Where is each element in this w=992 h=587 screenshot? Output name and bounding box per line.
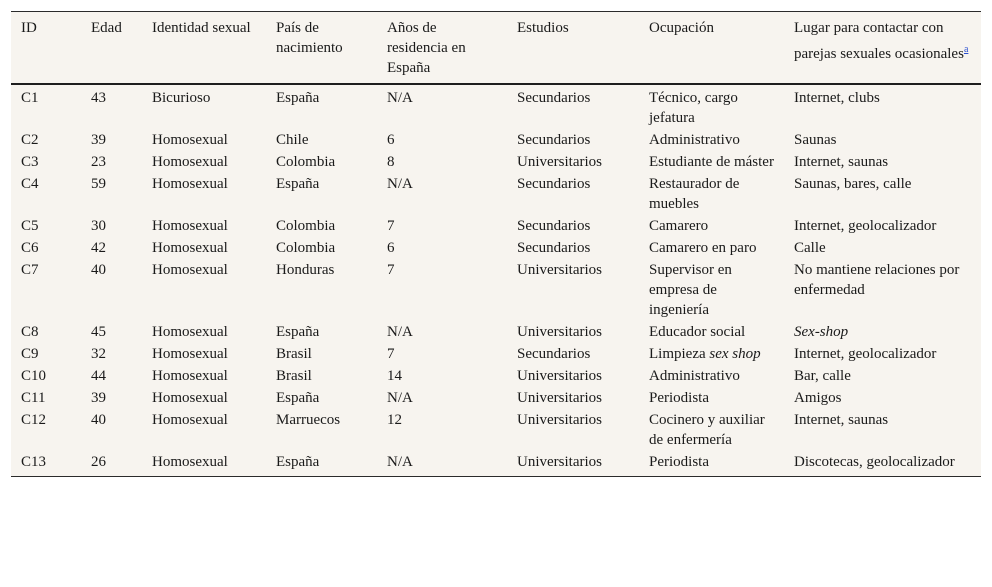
table-row — [11, 130, 981, 152]
cell-country-text: Marruecos — [276, 412, 341, 428]
cell-id — [11, 322, 81, 344]
cell-years-text: N/A — [387, 324, 413, 340]
header-age: Edad — [91, 20, 122, 36]
cell-identity-text: Homosexual — [152, 390, 228, 406]
cell-years — [377, 174, 507, 216]
cell-id-text: C8 — [21, 324, 39, 340]
cell-age-text: 39 — [91, 390, 106, 406]
cell-studies — [507, 452, 639, 477]
cell-occupation-text: Camarero en paro — [649, 240, 757, 256]
cell-years — [377, 152, 507, 174]
cell-occupation — [639, 216, 784, 238]
cell-id — [11, 366, 81, 388]
cell-occupation-text: Periodista — [649, 390, 709, 406]
footnote-marker — [964, 41, 968, 55]
cell-identity-text: Homosexual — [152, 218, 228, 234]
header-years: Años de residencia en España — [387, 20, 466, 76]
cell-place-text: Amigos — [794, 390, 842, 406]
cell-country — [266, 388, 377, 410]
cell-identity-text: Homosexual — [152, 368, 228, 384]
cell-identity — [142, 366, 266, 388]
cell-studies-text: Universitarios — [517, 324, 602, 340]
cell-studies — [507, 410, 639, 452]
cell-place — [784, 452, 981, 477]
cell-age — [81, 238, 142, 260]
cell-id-text: C3 — [21, 154, 39, 170]
cell-place — [784, 174, 981, 216]
cell-identity-text: Homosexual — [152, 176, 228, 192]
cell-age — [81, 366, 142, 388]
cell-place — [784, 216, 981, 238]
cell-occupation — [639, 238, 784, 260]
cell-id-text: C7 — [21, 262, 39, 278]
cell-age — [81, 388, 142, 410]
cell-country — [266, 130, 377, 152]
cell-studies — [507, 216, 639, 238]
cell-identity — [142, 216, 266, 238]
table-row — [11, 152, 981, 174]
cell-id — [11, 84, 81, 130]
cell-id-text: C10 — [21, 368, 47, 384]
cell-studies-text: Secundarios — [517, 218, 591, 234]
cell-studies-text: Universitarios — [517, 154, 602, 170]
header-row — [11, 12, 981, 85]
cell-place — [784, 84, 981, 130]
cell-years-text: N/A — [387, 176, 413, 192]
cell-age — [81, 84, 142, 130]
cell-id-text: C13 — [21, 454, 47, 470]
cell-place-text: Internet, saunas — [794, 154, 889, 170]
cell-years-text: 8 — [387, 154, 395, 170]
cell-occupation — [639, 130, 784, 152]
cell-country — [266, 410, 377, 452]
cell-place-text: Internet, saunas — [794, 412, 889, 428]
cell-country-text: España — [276, 454, 320, 470]
cell-occupation — [639, 322, 784, 344]
cell-id-text: C11 — [21, 390, 46, 406]
cell-country-text: Honduras — [276, 262, 335, 278]
cell-country — [266, 152, 377, 174]
cell-occupation — [639, 452, 784, 477]
cell-country-text: España — [276, 176, 320, 192]
cell-country — [266, 452, 377, 477]
cell-country-text: Colombia — [276, 154, 336, 170]
table-row — [11, 174, 981, 216]
cell-occupation-text: Periodista — [649, 454, 709, 470]
table-row — [11, 410, 981, 452]
cell-studies — [507, 344, 639, 366]
cell-studies — [507, 174, 639, 216]
cell-studies — [507, 130, 639, 152]
cell-place — [784, 388, 981, 410]
cell-identity-text: Homosexual — [152, 346, 228, 362]
cell-occupation — [639, 152, 784, 174]
cell-years — [377, 84, 507, 130]
cell-id — [11, 388, 81, 410]
table-row — [11, 366, 981, 388]
cell-age-text: 39 — [91, 132, 106, 148]
cell-identity — [142, 344, 266, 366]
cell-occupation-text: Restaurador de muebles — [649, 176, 740, 212]
cell-studies — [507, 238, 639, 260]
header-identity: Identidad sexual — [152, 20, 251, 36]
cell-years — [377, 452, 507, 477]
cell-studies — [507, 260, 639, 322]
cell-years-text: N/A — [387, 454, 413, 470]
cell-identity — [142, 260, 266, 322]
cell-age — [81, 260, 142, 322]
cell-identity — [142, 174, 266, 216]
cell-identity — [142, 410, 266, 452]
cell-place-text: Internet, clubs — [794, 90, 880, 106]
cell-studies-text: Secundarios — [517, 346, 591, 362]
cell-age-text: 43 — [91, 90, 106, 106]
cell-country — [266, 366, 377, 388]
cell-years-text: 7 — [387, 218, 395, 234]
cell-age-text: 40 — [91, 262, 106, 278]
cell-age-text: 59 — [91, 176, 106, 192]
cell-place-text: Saunas — [794, 132, 837, 148]
cell-identity-text: Homosexual — [152, 154, 228, 170]
cell-studies-text: Universitarios — [517, 454, 602, 470]
cell-occupation-text: Supervisor en empresa de ingeniería — [649, 262, 732, 318]
cell-studies-text: Universitarios — [517, 262, 602, 278]
table-row — [11, 388, 981, 410]
cell-occupation-text: Administrativo — [649, 368, 740, 384]
cell-studies-text: Universitarios — [517, 412, 602, 428]
cell-years-text: 7 — [387, 346, 395, 362]
cell-id — [11, 152, 81, 174]
cell-age-text: 26 — [91, 454, 106, 470]
footnote-link[interactable]: a — [963, 44, 969, 55]
cell-country-text: Brasil — [276, 368, 312, 384]
cell-age — [81, 152, 142, 174]
cell-identity — [142, 238, 266, 260]
table-row — [11, 322, 981, 344]
cell-occupation-text: Técnico, cargo jefatura — [649, 90, 738, 126]
cell-studies-text: Secundarios — [517, 176, 591, 192]
cell-occupation — [639, 410, 784, 452]
cell-id-text: C12 — [21, 412, 47, 428]
cell-place — [784, 322, 981, 344]
cell-id — [11, 130, 81, 152]
cell-years — [377, 344, 507, 366]
cell-age — [81, 130, 142, 152]
cell-identity-text: Homosexual — [152, 454, 228, 470]
cell-years-text: 6 — [387, 240, 395, 256]
cell-studies — [507, 152, 639, 174]
cell-country — [266, 84, 377, 130]
cell-age-text: 40 — [91, 412, 106, 428]
cell-place — [784, 344, 981, 366]
header-place-label: Lugar para contactar con parejas sexuales ocasionales — [794, 20, 964, 62]
cell-country-text: España — [276, 324, 320, 340]
cell-occupation-text: Educador social — [649, 324, 746, 340]
cell-years — [377, 410, 507, 452]
cell-occupation — [639, 366, 784, 388]
cell-years-text: N/A — [387, 90, 413, 106]
cell-id-text: C1 — [21, 90, 39, 106]
cell-country — [266, 344, 377, 366]
cell-id — [11, 238, 81, 260]
cell-occupation — [639, 344, 784, 366]
cell-country-text: España — [276, 90, 320, 106]
cell-age-text: 23 — [91, 154, 106, 170]
cell-identity-text: Homosexual — [152, 412, 228, 428]
cell-identity — [142, 322, 266, 344]
cell-place-text: Sex-shop — [794, 324, 849, 340]
header-studies: Estudios — [517, 20, 569, 36]
cell-country — [266, 216, 377, 238]
table-row — [11, 238, 981, 260]
cell-identity-text: Homosexual — [152, 240, 228, 256]
table-row — [11, 84, 981, 130]
cell-years — [377, 366, 507, 388]
cell-identity-text: Homosexual — [152, 324, 228, 340]
cell-studies — [507, 388, 639, 410]
cell-id-text: C2 — [21, 132, 39, 148]
cell-studies-text: Secundarios — [517, 132, 591, 148]
header-country: País de nacimiento — [276, 20, 343, 56]
cell-identity — [142, 452, 266, 477]
cell-country — [266, 238, 377, 260]
cell-occupation — [639, 84, 784, 130]
table-row — [11, 452, 981, 477]
cell-place — [784, 260, 981, 322]
cell-age-text: 42 — [91, 240, 106, 256]
cell-id-text: C6 — [21, 240, 39, 256]
cell-place-text: Internet, geolocalizador — [794, 346, 937, 362]
cell-place-text: Discotecas, geolocalizador — [794, 454, 955, 470]
cell-age — [81, 322, 142, 344]
cell-age — [81, 410, 142, 452]
participants-table-container — [11, 11, 981, 477]
cell-country-text: Colombia — [276, 240, 336, 256]
cell-country-text: España — [276, 390, 320, 406]
cell-place — [784, 238, 981, 260]
cell-studies — [507, 366, 639, 388]
cell-country — [266, 322, 377, 344]
cell-id-text: C4 — [21, 176, 39, 192]
cell-place — [784, 410, 981, 452]
cell-id — [11, 260, 81, 322]
header-occupation: Ocupación — [649, 20, 714, 36]
cell-occupation-text: Estudiante de máster — [649, 154, 774, 170]
cell-identity-text: Homosexual — [152, 262, 228, 278]
cell-place-text: Internet, geolocalizador — [794, 218, 937, 234]
cell-studies-text: Universitarios — [517, 368, 602, 384]
cell-age-text: 30 — [91, 218, 106, 234]
cell-age — [81, 174, 142, 216]
cell-years-text: 12 — [387, 412, 402, 428]
cell-id — [11, 410, 81, 452]
cell-identity-text: Homosexual — [152, 132, 228, 148]
cell-years — [377, 388, 507, 410]
cell-age — [81, 216, 142, 238]
cell-years-text: 7 — [387, 262, 395, 278]
cell-place — [784, 130, 981, 152]
cell-years — [377, 238, 507, 260]
cell-identity — [142, 130, 266, 152]
cell-id — [11, 174, 81, 216]
cell-age-text: 44 — [91, 368, 106, 384]
table-row — [11, 344, 981, 366]
cell-age-text: 32 — [91, 346, 106, 362]
cell-occupation-italic-text: sex shop — [709, 346, 761, 362]
cell-country-text: Brasil — [276, 346, 312, 362]
cell-country — [266, 174, 377, 216]
cell-place-text: Calle — [794, 240, 826, 256]
cell-years-text: 6 — [387, 132, 395, 148]
cell-place — [784, 152, 981, 174]
cell-occupation-text: Cocinero y auxiliar de enfermería — [649, 412, 765, 448]
cell-years-text: 14 — [387, 368, 402, 384]
cell-identity — [142, 152, 266, 174]
cell-age-text: 45 — [91, 324, 106, 340]
cell-country — [266, 260, 377, 322]
cell-id — [11, 452, 81, 477]
cell-years — [377, 322, 507, 344]
participants-table — [11, 11, 981, 477]
cell-country-text: Colombia — [276, 218, 336, 234]
table-row — [11, 216, 981, 238]
cell-id-text: C5 — [21, 218, 39, 234]
cell-occupation — [639, 260, 784, 322]
cell-place — [784, 366, 981, 388]
cell-place-text: No mantiene relaciones por enfermedad — [794, 262, 960, 298]
cell-studies-text: Universitarios — [517, 390, 602, 406]
cell-id-text: C9 — [21, 346, 39, 362]
cell-age — [81, 344, 142, 366]
cell-identity — [142, 84, 266, 130]
header-id: ID — [21, 20, 37, 36]
cell-occupation-text: Administrativo — [649, 132, 740, 148]
cell-id — [11, 216, 81, 238]
cell-occupation — [639, 388, 784, 410]
cell-identity — [142, 388, 266, 410]
header-place — [784, 12, 981, 85]
cell-studies-text: Secundarios — [517, 90, 591, 106]
cell-occupation-text: Camarero — [649, 218, 709, 234]
cell-place-text: Saunas, bares, calle — [794, 176, 912, 192]
table-row — [11, 260, 981, 322]
cell-years — [377, 260, 507, 322]
cell-years — [377, 216, 507, 238]
cell-occupation — [639, 174, 784, 216]
cell-years — [377, 130, 507, 152]
cell-studies-text: Secundarios — [517, 240, 591, 256]
cell-id — [11, 344, 81, 366]
cell-studies — [507, 84, 639, 130]
cell-studies — [507, 322, 639, 344]
cell-years-text: N/A — [387, 390, 413, 406]
cell-occupation-text: Limpieza — [649, 346, 710, 362]
cell-age — [81, 452, 142, 477]
cell-place-text: Bar, calle — [794, 368, 851, 384]
cell-identity-text: Bicurioso — [152, 90, 211, 106]
cell-country-text: Chile — [276, 132, 309, 148]
